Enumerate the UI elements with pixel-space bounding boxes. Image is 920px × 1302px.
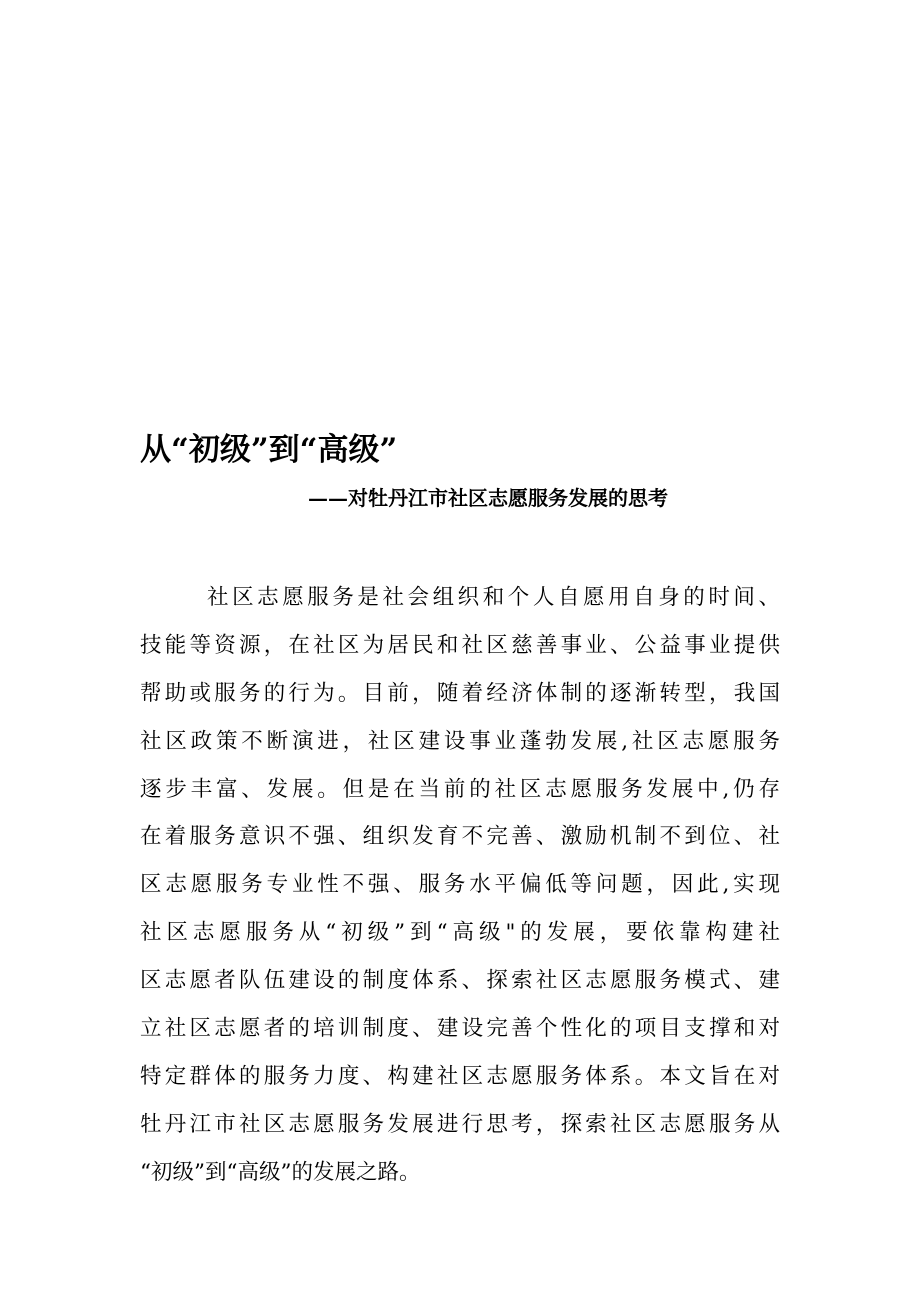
paragraph-line: 在着服务意识不强、组织发育不完善、激励机制不到位、社 [140,824,780,850]
paragraph-line: 立社区志愿者的培训制度、建设完善个性化的项目支撑和对 [140,1016,780,1042]
paragraph-line: 社区政策不断演进，社区建设事业蓬勃发展,社区志愿服务 [140,728,780,754]
paragraph-line: 特定群体的服务力度、构建社区志愿服务体系。本文旨在对 [140,1063,780,1089]
paragraph-line: 技能等资源，在社区为居民和社区慈善事业、公益事业提供 [140,632,780,658]
document-title: 从“初级”到“高级” [140,432,398,468]
paragraph-line: 区志愿服务专业性不强、服务水平偏低等问题，因此,实现 [140,872,780,898]
paragraph-line: 社区志愿服务是社会组织和个人自愿用自身的时间、 [207,585,780,610]
document-subtitle: ——对牡丹江市社区志愿服务发展的思考 [308,486,668,510]
paragraph-line: 区志愿者队伍建设的制度体系、探索社区志愿服务模式、建 [140,968,780,994]
paragraph-line: “初级”到“高级”的发展之路。 [140,1159,421,1185]
paragraph-line: 帮助或服务的行为。目前，随着经济体制的逐渐转型，我国 [140,680,780,706]
paragraph-line: 牡丹江市社区志愿服务发展进行思考，探索社区志愿服务从 [140,1111,780,1137]
body-paragraph [140,574,780,1197]
paragraph-line: 逐步丰富、发展。但是在当前的社区志愿服务发展中,仍存 [140,776,780,802]
paragraph-line: 社区志愿服务从“初级”到“高级"的发展，要依靠构建社 [140,920,780,946]
